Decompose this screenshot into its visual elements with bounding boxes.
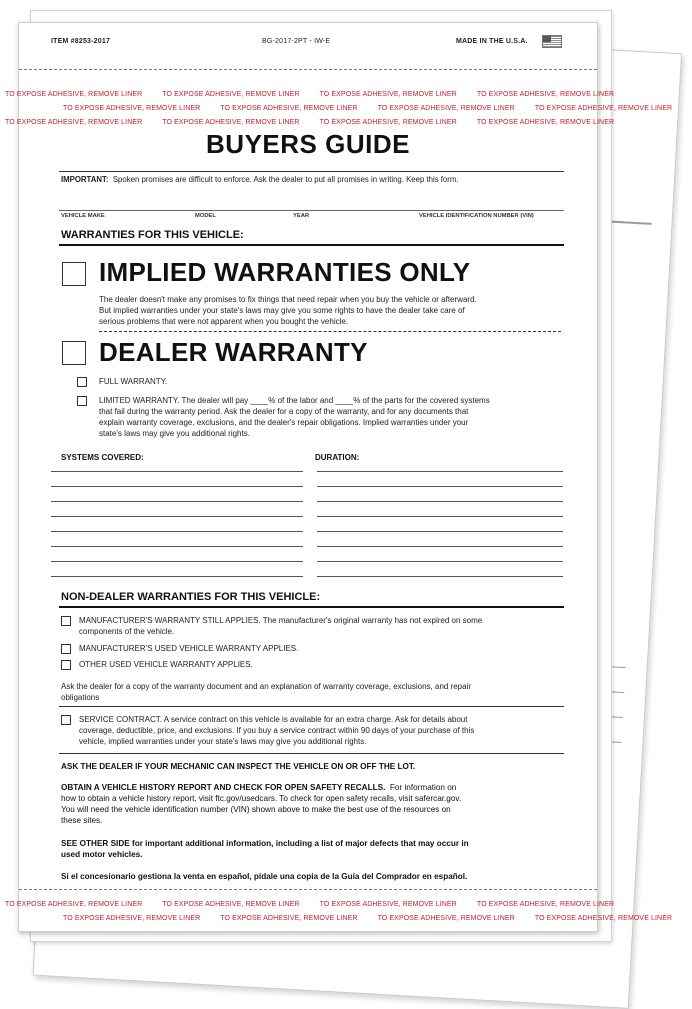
duration-line[interactable]	[317, 486, 563, 487]
liner-text: TO EXPOSE ADHESIVE, REMOVE LINER	[162, 901, 300, 908]
liner-text: TO EXPOSE ADHESIVE, REMOVE LINER	[5, 119, 143, 126]
other-used-warranty-checkbox[interactable]	[61, 660, 71, 670]
implied-warranties-heading: IMPLIED WARRANTIES ONLY	[99, 257, 471, 287]
important-notice	[61, 175, 459, 186]
liner-text: TO EXPOSE ADHESIVE, REMOVE LINER	[5, 901, 143, 908]
see-other-side-text	[61, 838, 571, 860]
divider	[59, 171, 564, 172]
liner-text: TO EXPOSE ADHESIVE, REMOVE LINER	[377, 105, 515, 112]
history-line: You will need the vehicle identification number (VIN) shown above to make the best use of the resources on	[61, 805, 451, 814]
other-used-warranty-label: OTHER USED VEHICLE WARRANTY APPLIES.	[79, 660, 253, 669]
bottom-perforation	[19, 889, 597, 890]
implied-line: But implied warranties under your state's laws may give you some rights to have the dealer take care of	[99, 306, 465, 315]
liner-text: TO EXPOSE ADHESIVE, REMOVE LINER	[220, 915, 358, 922]
mfr-line: components of the vehicle.	[79, 627, 175, 636]
service-contract-text	[79, 714, 574, 747]
other-side-line: used motor vehicles.	[61, 850, 143, 859]
systems-line[interactable]	[51, 471, 303, 472]
important-label: IMPORTANT:	[61, 175, 109, 184]
mfr-line: MANUFACTURER'S WARRANTY STILL APPLIES. The manufacturer's original warranty has not expired on some	[79, 616, 483, 625]
duration-line[interactable]	[317, 501, 563, 502]
systems-line[interactable]	[51, 486, 303, 487]
service-line: SERVICE CONTRACT. A service contract on this vehicle is available for an extra charge. Ask for details about	[79, 715, 468, 724]
manufacturer-warranty-checkbox[interactable]	[61, 616, 71, 626]
adhesive-liner-row	[5, 893, 615, 908]
adhesive-liner-row	[19, 907, 673, 922]
ask-line: obligations	[61, 693, 100, 702]
section-rule	[59, 244, 564, 246]
liner-text: TO EXPOSE ADHESIVE, REMOVE LINER	[476, 91, 615, 98]
year-label: YEAR	[293, 213, 310, 219]
service-contract-checkbox[interactable]	[61, 715, 71, 725]
limited-line: state's laws may give you additional rights.	[99, 429, 250, 438]
liner-text: TO EXPOSE ADHESIVE, REMOVE LINER	[319, 901, 457, 908]
service-line: vehicle, implied warranties under your state's laws may give you additional rights.	[79, 737, 367, 746]
limited-line: that fail during the warranty period. Ask the dealer for a copy of the warranty, and for any documents that	[99, 407, 469, 416]
adhesive-liner-row	[5, 83, 615, 98]
limited-warranty-checkbox[interactable]	[77, 396, 87, 406]
history-line: For information on	[389, 783, 457, 792]
dealer-warranty-checkbox[interactable]	[62, 341, 86, 365]
implied-warranties-checkbox[interactable]	[62, 262, 86, 286]
important-text: Spoken promises are difficult to enforce. Ask the dealer to put all promises in writing. Keep this form.	[112, 175, 459, 184]
systems-line[interactable]	[51, 576, 303, 577]
vehicle-info-line	[59, 210, 564, 211]
full-warranty-checkbox[interactable]	[77, 377, 87, 387]
spanish-notice: Si el concesionario gestiona la venta en español, pídale una copia de la Guía del Comprador en español.	[61, 872, 468, 881]
dealer-warranty-heading: DEALER WARRANTY	[99, 337, 368, 367]
systems-covered-label: SYSTEMS COVERED:	[61, 453, 144, 462]
implied-line: serious problems that were not apparent when you bought the vehicle.	[99, 317, 349, 326]
section-rule	[59, 606, 564, 608]
duration-line[interactable]	[317, 471, 563, 472]
buyers-guide-sheet	[5, 22, 673, 932]
warranties-heading: WARRANTIES FOR THIS VEHICLE:	[61, 229, 244, 241]
used-vehicle-warranty-checkbox[interactable]	[61, 644, 71, 654]
model-label: MODEL	[195, 213, 216, 219]
liner-text: TO EXPOSE ADHESIVE, REMOVE LINER	[319, 91, 457, 98]
implied-warranties-text	[99, 294, 569, 327]
form-code: BG-2017-2PT - IW-E	[262, 38, 331, 45]
ask-dealer-text	[61, 681, 571, 703]
duration-line[interactable]	[317, 561, 563, 562]
adhesive-liner-row	[5, 111, 615, 126]
liner-text: TO EXPOSE ADHESIVE, REMOVE LINER	[319, 119, 457, 126]
adhesive-liner-row	[19, 97, 673, 112]
duration-label: DURATION:	[315, 453, 360, 462]
top-perforation	[19, 69, 597, 70]
liner-text: TO EXPOSE ADHESIVE, REMOVE LINER	[63, 915, 201, 922]
liner-text: TO EXPOSE ADHESIVE, REMOVE LINER	[476, 901, 615, 908]
systems-line[interactable]	[51, 561, 303, 562]
page-title: BUYERS GUIDE	[206, 129, 410, 159]
ask-line: Ask the dealer for a copy of the warranty document and an explanation of warranty coverage, exclusions, and repair	[61, 682, 472, 691]
service-line: coverage, deductible, price, and exclusions. If you buy a service contract within 90 days of your purchase of this	[79, 726, 475, 735]
full-warranty-label: FULL WARRANTY.	[99, 377, 168, 386]
manufacturer-warranty-text	[79, 615, 569, 637]
systems-line[interactable]	[51, 546, 303, 547]
liner-text: TO EXPOSE ADHESIVE, REMOVE LINER	[162, 119, 300, 126]
item-number: ITEM #8253-2017	[51, 38, 111, 45]
history-line: how to obtain a vehicle history report, visit ftc.gov/usedcars. To check for open safety recalls, visit safercar.gov.	[61, 794, 462, 803]
vehicle-make-label: VEHICLE MAKE	[61, 213, 105, 219]
limited-line: LIMITED WARRANTY. The dealer will pay ____% of the labor and ____% of the parts for the covered systems	[99, 396, 490, 405]
history-heading: OBTAIN A VEHICLE HISTORY REPORT AND CHECK FOR OPEN SAFETY RECALLS.	[61, 783, 386, 792]
liner-text: TO EXPOSE ADHESIVE, REMOVE LINER	[534, 105, 673, 112]
liner-text: TO EXPOSE ADHESIVE, REMOVE LINER	[534, 915, 673, 922]
systems-line[interactable]	[51, 516, 303, 517]
cut-line	[99, 331, 561, 332]
vin-label: VEHICLE IDENTIFICATION NUMBER (VIN)	[419, 213, 534, 219]
divider	[59, 706, 564, 707]
duration-line[interactable]	[317, 576, 563, 577]
history-line: these sites.	[61, 816, 103, 825]
duration-line[interactable]	[317, 516, 563, 517]
liner-text: TO EXPOSE ADHESIVE, REMOVE LINER	[162, 91, 300, 98]
used-vehicle-warranty-label: MANUFACTURER'S USED VEHICLE WARRANTY APPLIES.	[79, 644, 299, 653]
liner-text: TO EXPOSE ADHESIVE, REMOVE LINER	[476, 119, 615, 126]
liner-text: TO EXPOSE ADHESIVE, REMOVE LINER	[63, 105, 201, 112]
liner-text: TO EXPOSE ADHESIVE, REMOVE LINER	[220, 105, 358, 112]
implied-line: The dealer doesn't make any promises to fix things that need repair when you buy the vehicle or afterward.	[99, 295, 477, 304]
duration-line[interactable]	[317, 531, 563, 532]
duration-line[interactable]	[317, 546, 563, 547]
liner-text: TO EXPOSE ADHESIVE, REMOVE LINER	[5, 91, 143, 98]
limited-line: explain warranty coverage, exclusions, and the dealer's repair obligations. Implied warranties under your	[99, 418, 469, 427]
systems-line[interactable]	[51, 501, 303, 502]
mechanic-inspection-text: ASK THE DEALER IF YOUR MECHANIC CAN INSPECT THE VEHICLE ON OR OFF THE LOT.	[61, 762, 416, 771]
systems-line[interactable]	[51, 531, 303, 532]
us-flag-icon	[542, 35, 562, 48]
non-dealer-heading: NON-DEALER WARRANTIES FOR THIS VEHICLE:	[61, 591, 321, 603]
other-side-line: SEE OTHER SIDE for important additional information, including a list of major defects that may occur in	[61, 839, 469, 848]
vehicle-history-text	[61, 782, 571, 826]
limited-warranty-text	[99, 395, 569, 439]
liner-text: TO EXPOSE ADHESIVE, REMOVE LINER	[377, 915, 515, 922]
made-in-usa: MADE IN THE U.S.A.	[456, 38, 528, 45]
divider	[59, 753, 564, 754]
